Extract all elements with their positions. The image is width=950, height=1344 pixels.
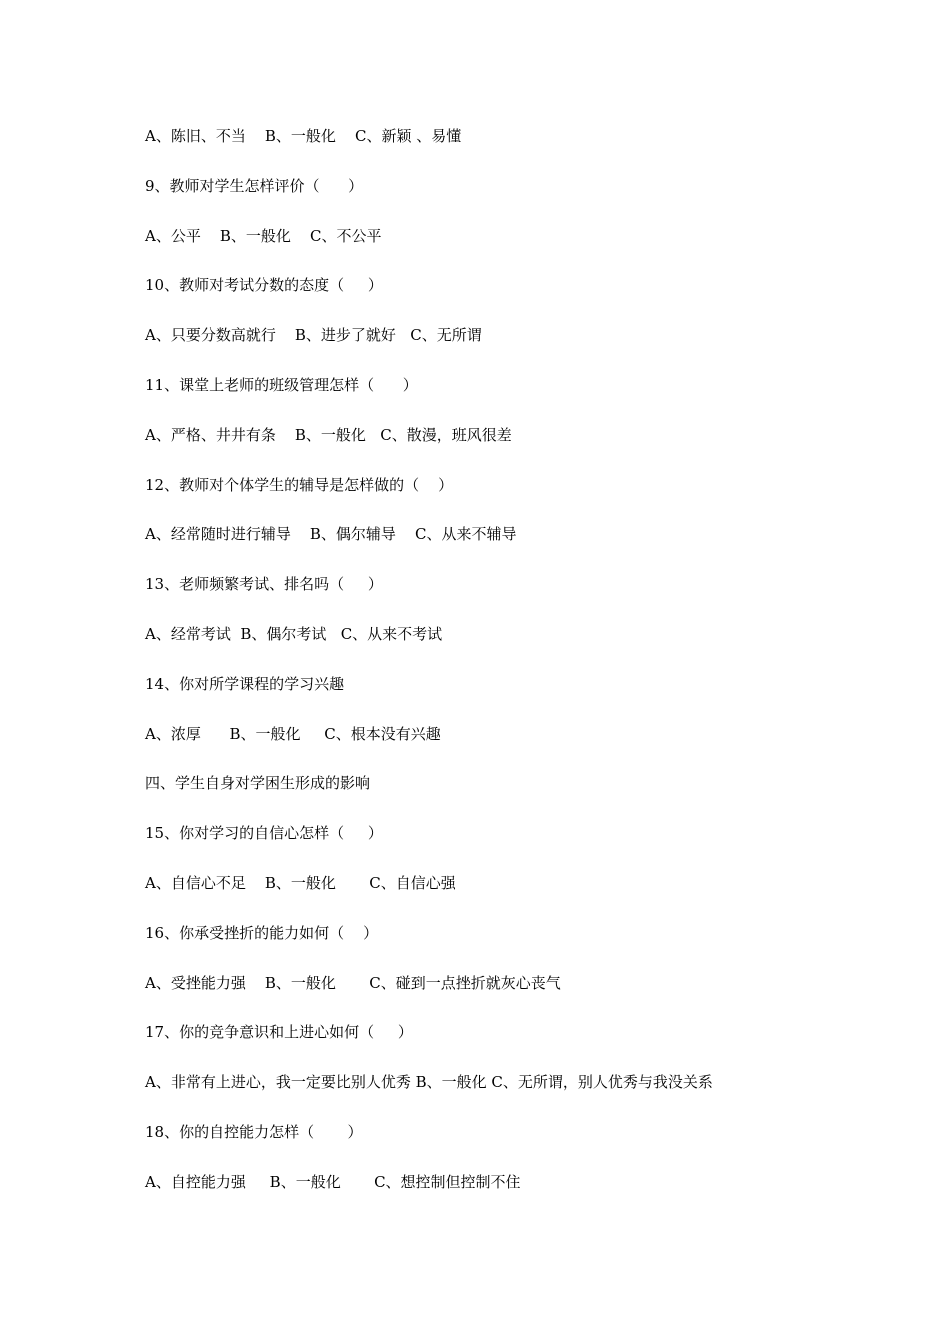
- answer-options-18: A、自控能力强 B、一般化 C、想控制但控制不住: [145, 1172, 521, 1191]
- question-14: 14、你对所学课程的学习兴趣: [145, 674, 345, 693]
- answer-options-14: A、浓厚 B、一般化 C、根本没有兴趣: [145, 724, 441, 743]
- answer-options-17: A、非常有上进心，我一定要比别人优秀 B、一般化 C、无所谓，别人优秀与我没关系: [145, 1073, 713, 1092]
- answer-options-line: A、陈旧、不当 B、一般化 C、新颖 、易懂: [145, 127, 462, 145]
- section-heading-four: 四、学生自身对学困生形成的影响: [145, 774, 371, 793]
- question-12: 12、教师对个体学生的辅导是怎样做的（ ）: [145, 475, 454, 494]
- question-17: 17、你的竞争意识和上进心如何（ ）: [145, 1023, 413, 1042]
- question-16: 16、你承受挫折的能力如何（ ）: [145, 923, 379, 942]
- question-9: 9、教师对学生怎样评价（ ）: [145, 176, 364, 195]
- answer-options-12: A、经常随时进行辅导 B、偶尔辅导 C、从来不辅导: [145, 525, 517, 544]
- question-10: 10、教师对考试分数的态度（ ）: [145, 276, 383, 295]
- answer-options-9: A、公平 B、一般化 C、不公平: [145, 226, 382, 245]
- answer-options-11: A、严格、井井有条 B、一般化 C、散漫，班风很差: [145, 425, 512, 444]
- answer-options-10: A、只要分数高就行 B、进步了就好 C、无所谓: [145, 326, 482, 345]
- question-13: 13、老师频繁考试、排名吗（ ）: [145, 575, 383, 594]
- answer-options-13: A、经常考试 B、偶尔考试 C、从来不考试: [145, 624, 443, 643]
- question-18: 18、你的自控能力怎样（ ）: [145, 1122, 363, 1141]
- question-15: 15、你对学习的自信心怎样（ ）: [145, 824, 383, 843]
- questionnaire-body: [145, 124, 845, 1220]
- answer-options-16: A、受挫能力强 B、一般化 C、碰到一点挫折就灰心丧气: [145, 973, 561, 992]
- question-11: 11、课堂上老师的班级管理怎样（ ）: [145, 375, 418, 394]
- answer-options-15: A、自信心不足 B、一般化 C、自信心强: [145, 873, 456, 892]
